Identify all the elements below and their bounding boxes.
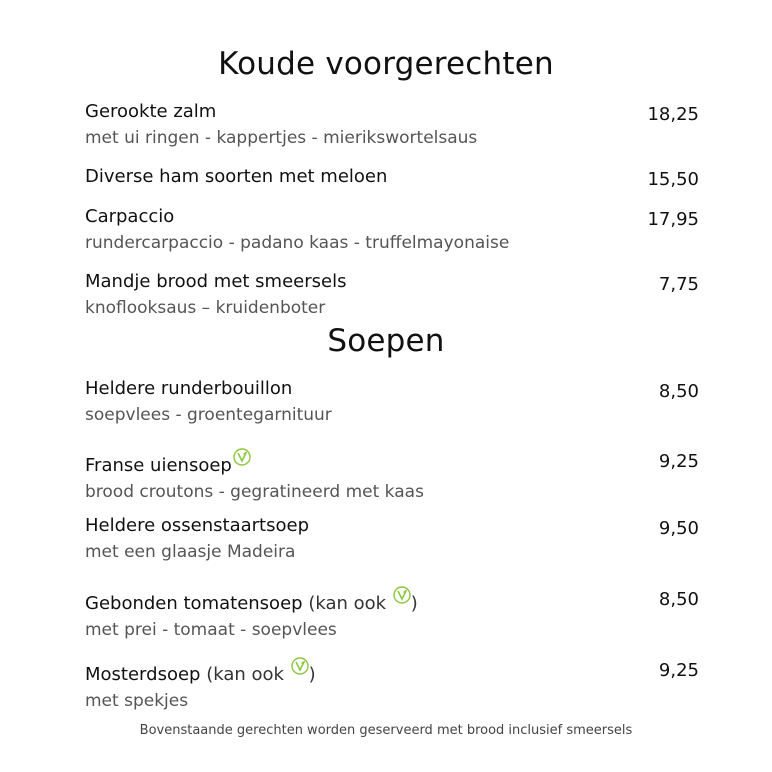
item-name: Heldere runderbouillon <box>85 378 293 399</box>
item-price: 18,25 <box>647 104 699 125</box>
item-price: 8,50 <box>658 381 699 402</box>
item-note-close: ) <box>308 664 316 685</box>
item-name: Carpaccio <box>85 206 175 227</box>
item-price: 9,25 <box>658 660 699 681</box>
item-name: Heldere ossenstaartsoep <box>85 515 310 536</box>
item-price: 15,50 <box>647 169 699 190</box>
item-description: met ui ringen - kappertjes - mierikswortelsaus <box>85 128 478 148</box>
item-name: Gebonden tomatensoep <box>85 593 303 614</box>
item-note: (kan ook <box>206 664 284 685</box>
item-description: soepvlees - groentegarnituur <box>85 405 332 425</box>
item-price: 8,50 <box>658 589 699 610</box>
item-name: Diverse ham soorten met meloen <box>85 166 388 187</box>
item-name: Franse uiensoep <box>85 455 232 476</box>
item-price: 9,50 <box>658 518 699 539</box>
item-description: knoflooksaus – kruidenboter <box>85 298 326 318</box>
menu-item <box>85 448 699 502</box>
menu-item <box>85 206 699 253</box>
menu-item <box>85 101 699 148</box>
menu-item <box>85 271 699 318</box>
section-title-soepen: Soepen <box>327 323 445 359</box>
footer-note: Bovenstaande gerechten worden geserveerd met brood inclusief smeersels <box>139 723 633 738</box>
item-price: 17,95 <box>647 209 699 230</box>
item-description: met prei - tomaat - soepvlees <box>85 620 337 640</box>
menu-item <box>85 586 699 640</box>
item-note-close: ) <box>410 593 418 614</box>
item-description: rundercarpaccio - padano kaas - truffelmayonaise <box>85 233 510 253</box>
item-price: 7,75 <box>658 274 699 295</box>
item-description: met spekjes <box>85 691 189 711</box>
item-name: Mosterdsoep <box>85 664 201 685</box>
item-description: met een glaasje Madeira <box>85 542 296 562</box>
menu-item <box>85 657 699 711</box>
menu-item <box>85 378 699 425</box>
item-name: Mandje brood met smeersels <box>85 271 347 292</box>
item-note: (kan ook <box>308 593 387 614</box>
item-price: 9,25 <box>658 451 699 472</box>
item-description: brood croutons - gegratineerd met kaas <box>85 482 424 502</box>
menu-item <box>85 515 699 562</box>
item-name: Gerookte zalm <box>85 101 217 122</box>
vegetarian-leaf-icon <box>233 448 251 466</box>
vegetarian-leaf-icon <box>393 586 411 604</box>
menu-item <box>85 166 699 190</box>
section-title-koude-voorgerechten: Koude voorgerechten <box>218 46 554 82</box>
vegetarian-leaf-icon <box>291 657 309 675</box>
